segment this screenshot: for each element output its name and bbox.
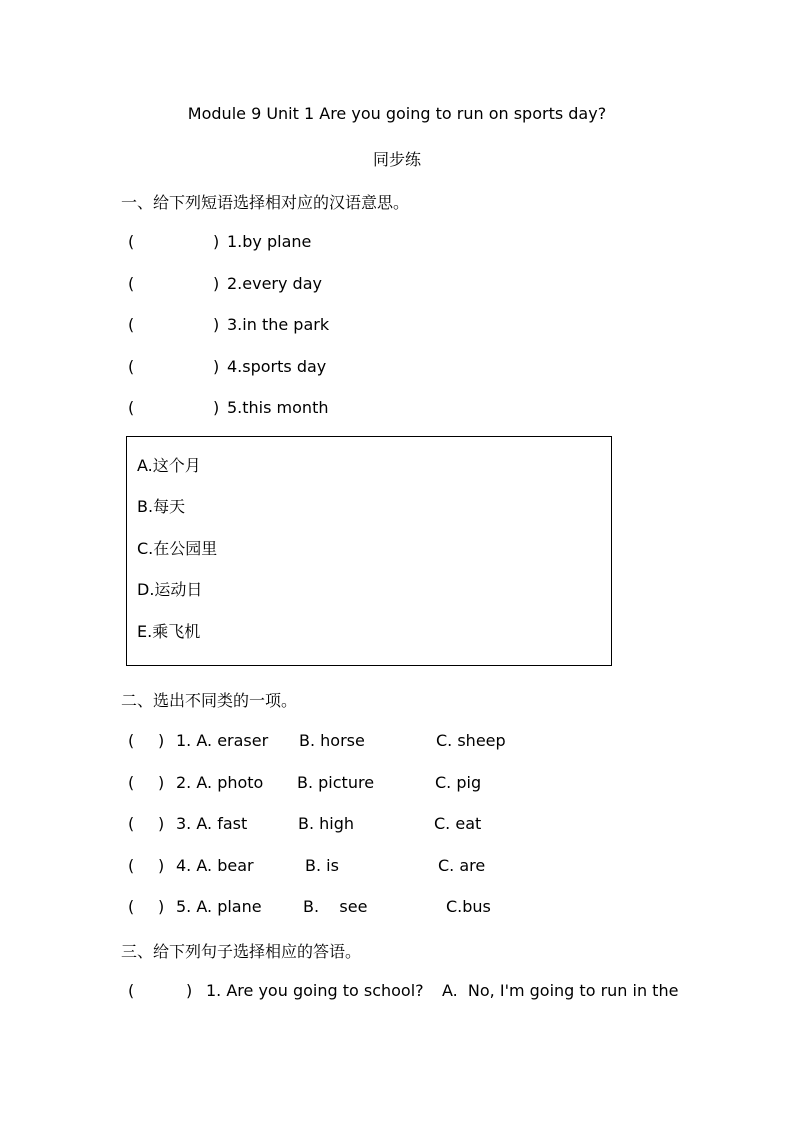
answer-blank-open: ( bbox=[128, 856, 135, 875]
answer-blank-close: ) bbox=[213, 357, 220, 376]
answer-blank-open: ( bbox=[128, 398, 135, 417]
choice-b: B. horse bbox=[299, 731, 365, 750]
options-box bbox=[126, 436, 612, 666]
choice-b: B. see bbox=[303, 897, 368, 916]
choice-a: 2. A. photo bbox=[176, 773, 264, 792]
answer-blank-open: ( bbox=[128, 357, 135, 376]
choice-c: C. pig bbox=[435, 773, 482, 792]
phrase-text: 5.this month bbox=[227, 398, 329, 417]
answer-blank-open: ( bbox=[128, 773, 135, 792]
option-item: E.乘飞机 bbox=[137, 622, 201, 641]
choice-a: 3. A. fast bbox=[176, 814, 248, 833]
section3-heading: 三、给下列句子选择相应的答语。 bbox=[121, 942, 362, 961]
phrase-text: 1.by plane bbox=[227, 232, 312, 251]
choice-a: 4. A. bear bbox=[176, 856, 254, 875]
choice-b: B. high bbox=[298, 814, 355, 833]
choice-a: 5. A. plane bbox=[176, 897, 262, 916]
answer-blank-close: ) bbox=[186, 981, 193, 1000]
answer-blank-close: ) bbox=[213, 315, 220, 334]
answer-blank-close: ) bbox=[213, 398, 220, 417]
answer-blank-close: ) bbox=[213, 274, 220, 293]
answer-blank-open: ( bbox=[128, 814, 135, 833]
choice-b: B. picture bbox=[297, 773, 375, 792]
section1-item bbox=[128, 398, 328, 417]
answer-blank-close: ) bbox=[213, 232, 220, 251]
answer-blank-open: ( bbox=[128, 274, 135, 293]
section2-heading: 二、选出不同类的一项。 bbox=[121, 691, 298, 710]
section1-item bbox=[128, 232, 311, 251]
option-item: D.运动日 bbox=[137, 580, 203, 599]
phrase-text: 2.every day bbox=[227, 274, 322, 293]
answer-blank-close: ) bbox=[158, 856, 165, 875]
answer-blank-close: ) bbox=[158, 897, 165, 916]
section1-item bbox=[128, 315, 329, 334]
choice-c: C. sheep bbox=[436, 731, 506, 750]
question-text: 1. Are you going to school? bbox=[206, 981, 424, 1000]
answer-blank-close: ) bbox=[158, 773, 165, 792]
phrase-text: 3.in the park bbox=[227, 315, 330, 334]
page-title: Module 9 Unit 1 Are you going to run on sports day? bbox=[187, 104, 607, 123]
section1-item bbox=[128, 274, 322, 293]
page-subtitle: 同步练 bbox=[372, 150, 421, 169]
answer-blank-close: ) bbox=[158, 731, 165, 750]
choice-b: B. is bbox=[305, 856, 339, 875]
answer-blank-open: ( bbox=[128, 232, 135, 251]
choice-a: 1. A. eraser bbox=[176, 731, 269, 750]
option-item: B.每天 bbox=[137, 497, 186, 516]
phrase-text: 4.sports day bbox=[227, 357, 327, 376]
section1-heading: 一、给下列短语选择相对应的汉语意思。 bbox=[121, 193, 410, 212]
answer-blank-open: ( bbox=[128, 315, 135, 334]
option-item: A.这个月 bbox=[137, 456, 201, 475]
section1-item bbox=[128, 357, 326, 376]
answer-blank-open: ( bbox=[128, 731, 135, 750]
answer-option-text: A. No, I'm going to run in the bbox=[442, 981, 679, 1000]
answer-blank-open: ( bbox=[128, 897, 135, 916]
choice-c: C.bus bbox=[446, 897, 491, 916]
option-item: C.在公园里 bbox=[137, 539, 218, 558]
choice-c: C. are bbox=[438, 856, 486, 875]
answer-blank-close: ) bbox=[158, 814, 165, 833]
answer-blank-open: ( bbox=[128, 981, 135, 1000]
choice-c: C. eat bbox=[434, 814, 482, 833]
